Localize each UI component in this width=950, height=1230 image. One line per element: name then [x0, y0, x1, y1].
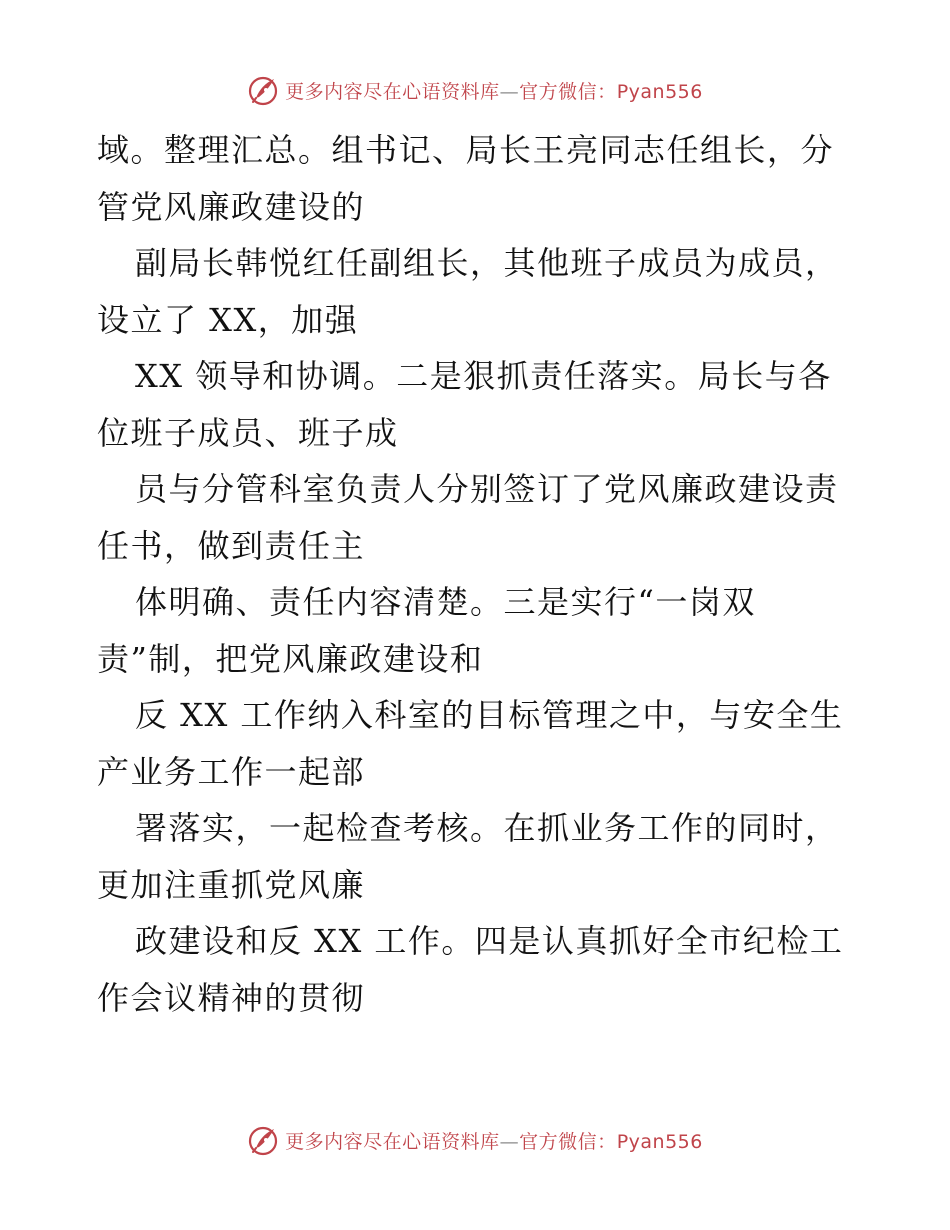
quill-pen-seal-icon — [247, 73, 281, 107]
banner-separator: — — [499, 80, 520, 103]
banner-wechat-id: Pyan556 — [616, 80, 703, 103]
footer-banner — [0, 1120, 950, 1160]
document-line: 产业务工作一起部 — [97, 752, 366, 791]
document-line: XX 领导和协调。二是狠抓责任落实。局长与各 — [135, 357, 832, 395]
banner-wechat-label: 官方微信： — [519, 1130, 617, 1153]
document-line: 副局长韩悦红任副组长，其他班子成员为成员， — [135, 244, 839, 282]
document-line: 位班子成员、班子成 — [97, 413, 399, 452]
banner-text — [285, 1127, 703, 1154]
document-line: 反 XX 工作纳入科室的目标管理之中，与安全生 — [135, 696, 844, 734]
document-line: 作会议精神的贯彻 — [97, 978, 366, 1017]
document-line: 管党风廉政建设的 — [97, 187, 366, 226]
document-line: 任书，做到责任主 — [97, 526, 366, 565]
quill-pen-seal-icon — [247, 1123, 281, 1157]
banner-brand: 更多内容尽在心语资料库 — [285, 1130, 500, 1153]
document-line: 责”制，把党风廉政建设和 — [97, 639, 484, 678]
document-line: 政建设和反 XX 工作。四是认真抓好全市纪检工 — [135, 922, 844, 960]
banner-text — [285, 77, 703, 104]
banner-separator: — — [499, 1130, 520, 1153]
header-banner — [0, 70, 950, 110]
banner-brand: 更多内容尽在心语资料库 — [285, 80, 500, 103]
document-body — [97, 122, 857, 1026]
document-line: 更加注重抓党风廉 — [97, 865, 366, 904]
document-line: 员与分管科室负责人分别签订了党风廉政建设责 — [135, 470, 839, 508]
document-line: 设立了 XX，加强 — [97, 300, 359, 339]
document-line: 体明确、责任内容清楚。三是实行“一岗双 — [135, 583, 756, 621]
banner-wechat-label: 官方微信： — [519, 80, 617, 103]
document-line: 域。整理汇总。组书记、局长王亮同志任组长，分 — [97, 131, 835, 169]
document-line: 署落实，一起检查考核。在抓业务工作的同时， — [135, 809, 839, 847]
banner-wechat-id: Pyan556 — [616, 1130, 703, 1153]
